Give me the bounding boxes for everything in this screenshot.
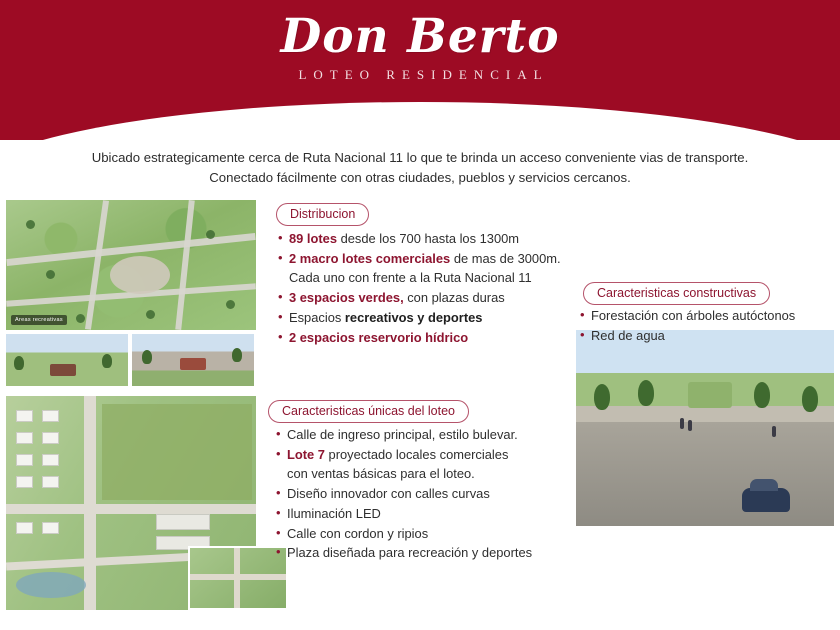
intro-line-2: Conectado fácilmente con otras ciudades, pueblos y servicios cercanos. xyxy=(209,170,631,186)
car-shape xyxy=(742,488,790,512)
list-item: • Red de agua xyxy=(580,327,830,346)
open-field-shape xyxy=(102,404,252,500)
brand-block xyxy=(0,0,840,83)
intro-text xyxy=(0,148,840,189)
road-line xyxy=(175,200,195,330)
list-item-strong: Lote 7 xyxy=(287,446,325,462)
tree-dot xyxy=(76,314,85,323)
distribucion-list xyxy=(278,230,578,348)
lot-shape xyxy=(16,522,33,534)
road-line xyxy=(85,200,109,330)
road-line xyxy=(6,504,256,514)
plaza-dura-shape xyxy=(110,256,170,294)
asphalt-surface xyxy=(576,422,834,526)
tree-dot xyxy=(206,230,215,239)
brand-subtitle: LOTEO RESIDENCIAL xyxy=(298,67,549,83)
list-item: • Lote 7 proyectado locales comerciales xyxy=(276,446,576,465)
list-item-strong: 89 lotes xyxy=(289,231,338,246)
tree-shape xyxy=(638,380,654,406)
unicas-list xyxy=(276,426,576,564)
list-item: • Espacios recreativos y deportes xyxy=(278,309,578,328)
list-item: • Calle con cordon y ripios xyxy=(276,525,576,544)
photo-boulevard-with-car xyxy=(576,330,834,526)
tree-shape xyxy=(14,356,24,370)
tree-dot xyxy=(226,300,235,309)
lot-shape xyxy=(16,454,33,466)
list-item-strong: 2 macro lotes comerciales xyxy=(289,250,451,266)
median-green-strip xyxy=(688,382,732,408)
tree-dot xyxy=(26,220,35,229)
list-item: • Forestación con árboles autóctonos xyxy=(580,307,830,326)
road-line xyxy=(84,396,96,610)
image-overlay-tag: Areas recreativas xyxy=(11,315,67,325)
header-curve-divider xyxy=(0,102,840,140)
list-item: • 2 macro lotes comerciales de mas de 3000m. xyxy=(278,250,578,269)
pedestrian-shape xyxy=(680,418,684,429)
pill-distribucion: Distribucion xyxy=(276,203,369,226)
playground-shape xyxy=(180,358,206,370)
list-item xyxy=(278,329,578,348)
lot-shape xyxy=(42,476,59,488)
page-header xyxy=(0,0,840,140)
lot-shape xyxy=(42,432,59,444)
intro-line-1: Ubicado estrategicamente cerca de Ruta Nacional 11 lo que te brinda un acceso conveniente vias de transporte. xyxy=(91,150,749,165)
list-item: • Diseño innovador con calles curvas xyxy=(276,485,576,504)
list-item: Cada uno con frente a la Ruta Nacional 11 xyxy=(289,270,532,286)
section-label-unicas xyxy=(268,400,469,423)
list-item: • Plaza diseñada para recreación y deportes xyxy=(276,544,576,563)
photo-park-playground xyxy=(6,334,128,386)
list-item-strong: 2 espacios reservorio hídrico xyxy=(289,329,469,345)
section-label-distribucion xyxy=(276,203,369,226)
tree-shape xyxy=(594,384,610,410)
tree-shape xyxy=(232,348,242,362)
water-reservoir-shape xyxy=(16,572,86,598)
list-item-strong: 3 espacios verdes, xyxy=(289,290,404,306)
tree-dot xyxy=(46,270,55,279)
tree-shape xyxy=(142,350,152,364)
list-item: • Iluminación LED xyxy=(276,505,576,524)
tree-dot xyxy=(146,310,155,319)
list-item: • Calle de ingreso principal, estilo bulevar. xyxy=(276,426,576,445)
aerial-render-green-spaces xyxy=(6,200,256,330)
list-item: • 89 lotes desde los 700 hasta los 1300m xyxy=(278,230,578,249)
tree-shape xyxy=(802,386,818,412)
lot-shape xyxy=(16,476,33,488)
photo-plaza-dura xyxy=(132,334,254,386)
section-label-constructivas xyxy=(583,282,770,305)
pedestrian-shape xyxy=(688,420,692,431)
playground-shape xyxy=(50,364,76,376)
tree-shape xyxy=(754,382,770,408)
sidewalk-surface xyxy=(576,406,834,422)
list-item: • 3 espacios verdes, con plazas duras xyxy=(278,289,578,308)
list-item-strong: recreativos y deportes xyxy=(344,309,483,325)
road-line xyxy=(234,548,240,608)
commercial-building-shape xyxy=(156,514,210,530)
constructivas-list xyxy=(580,307,830,346)
brand-title: Don Berto xyxy=(280,9,560,64)
pedestrian-shape xyxy=(772,426,776,437)
lot-shape xyxy=(16,410,33,422)
lot-shape xyxy=(42,410,59,422)
aerial-render-inset-curved-streets xyxy=(188,546,288,610)
pill-unicas: Caracteristicas únicas del loteo xyxy=(268,400,469,423)
tree-shape xyxy=(102,354,112,368)
pill-constructivas: Caracteristicas constructivas xyxy=(583,282,770,305)
lot-shape xyxy=(42,522,59,534)
lot-shape xyxy=(16,432,33,444)
list-item: con ventas básicas para el loteo. xyxy=(287,466,475,482)
lot-shape xyxy=(42,454,59,466)
